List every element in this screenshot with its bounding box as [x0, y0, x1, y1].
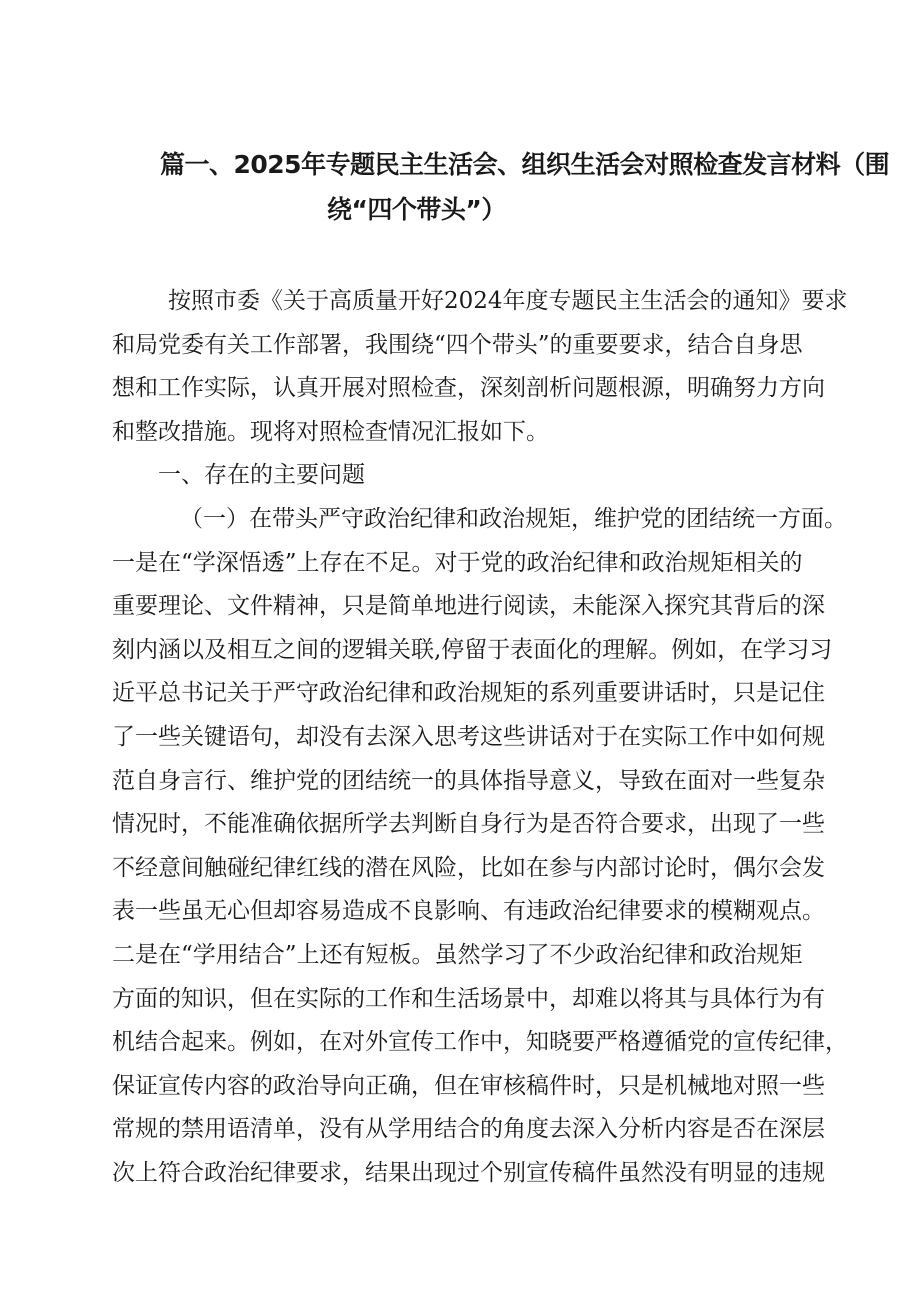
body-line: 了一些关键语句，却没有去深入思考这些讲话对于在实际工作中如何规	[112, 723, 825, 750]
body-line: 保证宣传内容的政治导向正确，但在审核稿件时，只是机械地对照一些	[112, 1072, 825, 1099]
body-line: 一是在“学深悟透”上存在不足。对于党的政治纪律和政治规矩相关的	[112, 549, 803, 576]
document-title	[160, 142, 890, 232]
body-line: 表一些虽无心但却容易造成不良影响、有违政治纪律要求的模糊观点。	[112, 898, 825, 925]
intro-paragraph	[112, 280, 848, 454]
body-line: 二是在“学用结合”上还有短板。虽然学习了不少政治纪律和政治规矩	[112, 941, 803, 968]
body-line: 不经意间触碰纪律红线的潜在风险，比如在参与内部讨论时，偶尔会发	[112, 854, 825, 881]
body-line: 机结合起来。例如，在对外宣传工作中，知晓要严格遵循党的宣传纪律，	[112, 1029, 848, 1056]
body-line: 次上符合政治纪律要求，结果出现过个别宣传稿件虽然没有明显的违规	[112, 1159, 825, 1186]
body-line: 方面的知识，但在实际的工作和生活场景中，却难以将其与具体行为有	[112, 985, 825, 1012]
intro-line: 想和工作实际，认真开展对照检查，深刻剖析问题根源，明确努力方向	[112, 375, 825, 402]
title-line-1: 篇一、2025年专题民主生活会、组织生活会对照检查发言材料（围	[160, 150, 890, 179]
intro-line: 和整改措施。现将对照检查情况汇报如下。	[112, 418, 549, 445]
body-line: 范自身言行、维护党的团结统一的具体指导意义，导致在面对一些复杂	[112, 767, 825, 794]
body-line: 近平总书记关于严守政治纪律和政治规矩的系列重要讲话时，只是记住	[112, 680, 825, 707]
body-line: 重要理论、文件精神，只是简单地进行阅读，未能深入探究其背后的深	[112, 593, 825, 620]
intro-line: 和局党委有关工作部署，我围绕“四个带头”的重要要求，结合自身思	[112, 331, 803, 358]
document-body	[112, 280, 848, 1195]
body-line: （一）在带头严守政治纪律和政治规矩，维护党的团结统一方面。	[180, 505, 847, 532]
intro-line: 按照市委《关于高质量开好2024年度专题民主生活会的通知》要求	[168, 288, 848, 314]
title-line-2: 绕“四个带头”）	[327, 195, 506, 224]
body-line: 常规的禁用语清单，没有从学用结合的角度去深入分析内容是否在深层	[112, 1116, 825, 1143]
section-heading: 一、存在的主要问题	[158, 462, 365, 489]
body-line: 刻内涵以及相互之间的逻辑关联,停留于表面化的理解。例如，在学习习	[112, 636, 833, 663]
body-line: 情况时，不能准确依据所学去判断自身行为是否符合要求，出现了一些	[112, 811, 825, 838]
section-paragraph	[112, 498, 848, 1196]
